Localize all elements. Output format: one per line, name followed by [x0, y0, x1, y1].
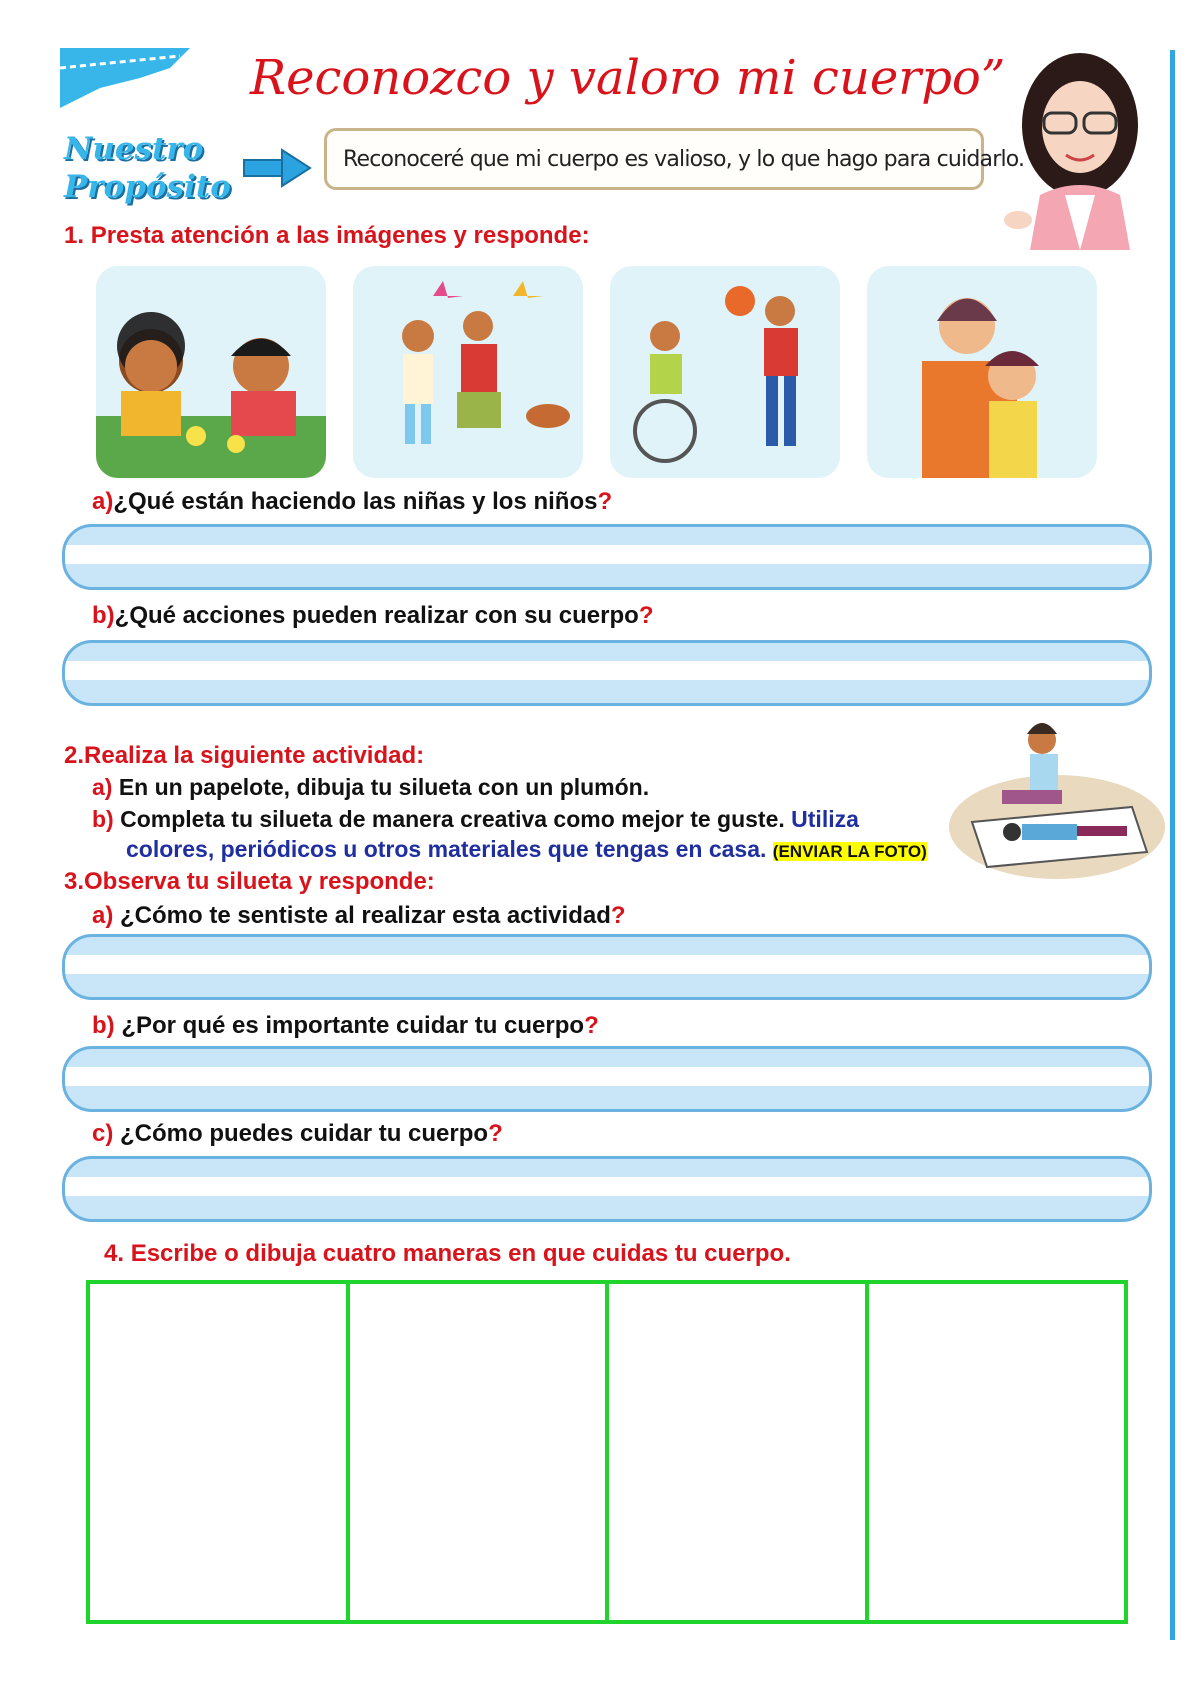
activity-2b-blue1: Utiliza [791, 806, 859, 832]
section2-number: 2. [64, 742, 85, 769]
section1-heading-text: Presta atención a las imágenes y responde: [90, 222, 590, 249]
page-border-line [1170, 50, 1175, 1640]
question-3a-text: ¿Cómo te sentiste al realizar esta actividad [120, 902, 611, 929]
question-3a-mark: ? [610, 902, 626, 929]
activity-2a-label: a) [92, 774, 113, 800]
question-3b-text: ¿Por qué es importante cuidar tu cuerpo [121, 1012, 585, 1039]
section3-heading-text: Observa tu silueta y responde: [84, 868, 435, 895]
purpose-label-line1: Nuestro [64, 131, 204, 167]
section3-number: 3. [64, 868, 85, 895]
question-3b [92, 1012, 599, 1040]
question-1a [92, 488, 612, 516]
activity-2b-line1 [92, 806, 859, 833]
question-1b-mark: ? [638, 602, 654, 629]
drawing-cell-1[interactable] [90, 1284, 350, 1620]
drawing-grid [86, 1280, 1128, 1624]
section1-number: 1. [64, 222, 85, 249]
teacher-illustration [1000, 45, 1160, 250]
section4-number: 4. [104, 1240, 125, 1267]
image-children-pinwheels [353, 266, 583, 478]
question-1b [92, 602, 653, 630]
drawing-cell-3[interactable] [609, 1284, 869, 1620]
purpose-label [64, 130, 244, 206]
send-photo-badge: (ENVIAR LA FOTO) [772, 842, 927, 861]
purpose-label-line2: Propósito [64, 169, 231, 205]
question-3c-mark: ? [488, 1120, 503, 1147]
image-children-gardening [96, 266, 326, 478]
answer-field-3c[interactable] [62, 1156, 1152, 1222]
question-3a-label: a) [92, 902, 114, 929]
section2-heading-text: Realiza la siguiente actividad: [84, 742, 425, 769]
section2-heading [64, 742, 424, 770]
question-3b-mark: ? [584, 1012, 599, 1039]
section4-heading-text: Escribe o dibuja cuatro maneras en que cuidas tu cuerpo. [130, 1240, 791, 1267]
page-title: Reconozco y valoro mi cuerpo” [250, 50, 1006, 106]
image-children-ball [610, 266, 840, 478]
silhouette-activity-illustration [942, 712, 1167, 882]
question-1b-label: b) [92, 602, 115, 629]
answer-field-3b[interactable] [62, 1046, 1152, 1112]
activity-2b-label: b) [92, 806, 114, 832]
question-3c-label: c) [92, 1120, 114, 1147]
question-1a-mark: ? [597, 488, 613, 515]
image-mother-hugging [867, 266, 1097, 478]
activity-2a-text: En un papelote, dibuja tu silueta con un plumón. [118, 774, 650, 800]
question-1b-text: ¿Qué acciones pueden realizar con su cuerpo [114, 602, 639, 629]
question-3c-text: ¿Cómo puedes cuidar tu cuerpo [120, 1120, 489, 1147]
purpose-statement: Reconoceré que mi cuerpo es valioso, y lo que hago para cuidarlo. [324, 128, 984, 190]
section4-heading [104, 1240, 791, 1268]
section3-heading [64, 868, 435, 896]
activity-2b-text: Completa tu silueta de manera creativa como mejor te guste. [120, 806, 785, 832]
question-1a-text: ¿Qué están haciendo las niñas y los niños [113, 488, 598, 515]
answer-field-1a[interactable] [62, 524, 1152, 590]
drawing-cell-2[interactable] [350, 1284, 610, 1620]
activity-2b-line2 [126, 836, 927, 863]
question-3c [92, 1120, 503, 1148]
answer-field-1b[interactable] [62, 640, 1152, 706]
drawing-cell-4[interactable] [869, 1284, 1125, 1620]
section1-heading [64, 222, 590, 250]
question-3a [92, 902, 626, 930]
corner-tab-decoration [60, 48, 200, 108]
question-1a-label: a) [92, 488, 114, 515]
answer-field-3a[interactable] [62, 934, 1152, 1000]
activity-2a [92, 774, 649, 801]
question-3b-label: b) [92, 1012, 115, 1039]
activity-2b-blue2: colores, periódicos u otros materiales que tengas en casa. [126, 836, 767, 862]
arrow-right-icon [242, 148, 312, 188]
